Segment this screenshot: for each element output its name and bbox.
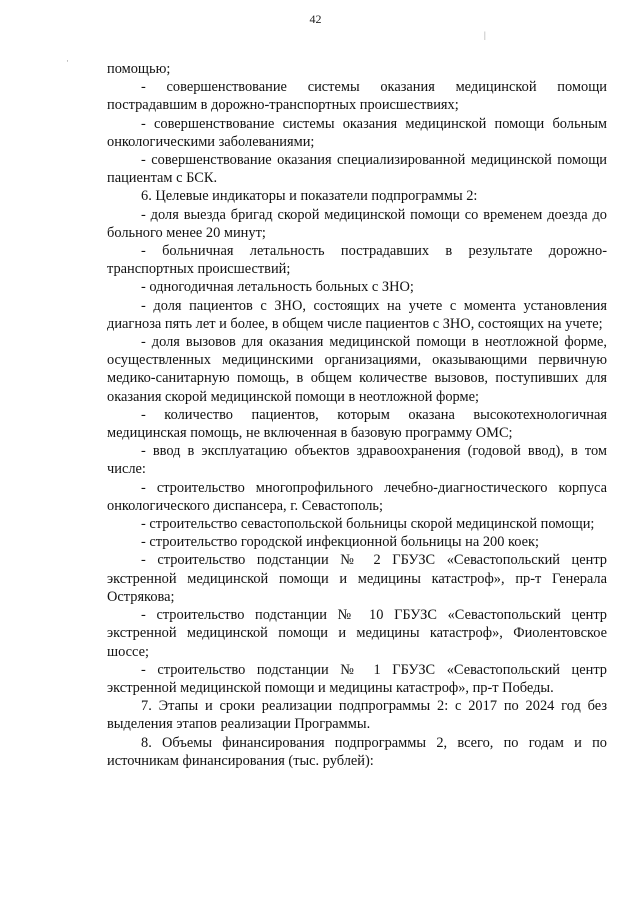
paragraph: - количество пациентов, которым оказана высокотехнологичная медицинская помощь, не включенная в базовую программу ОМС; [107, 406, 607, 442]
paragraph: - строительство городской инфекционной больницы на 200 коек; [141, 534, 540, 551]
paragraph: - доля пациентов с ЗНО, состоящих на учете с момента установления диагноза пять лет и более, в общем числе пациентов с ЗНО, состоящих на учете; [107, 297, 607, 332]
paragraph: - доля выезда бригад скорой медицинской помощи со временем доезда до больного менее 20 минут; [107, 206, 607, 241]
paragraph: - одногодичная летальность больных с ЗНО; [141, 279, 414, 296]
paragraph: - строительство многопрофильного лечебно-диагностического корпуса онкологического диспансера, г. Севастополь; [107, 479, 607, 514]
paragraph: - строительство подстанции № 1 ГБУЗС «Севастопольский центр экстренной медицинской помощи и медицины катастроф», пр-т Победы. [107, 661, 607, 696]
paragraph: - строительство подстанции № 10 ГБУЗС «Севастопольский центр экстренной медицинской помощи и медицины катастроф», Фиолентовское шоссе; [107, 607, 607, 660]
section-heading: 7. Этапы и сроки реализации подпрограммы 2: с 2017 по 2024 год без выделения этапов реализации Программы. [107, 698, 607, 733]
paragraph: - совершенствование системы оказания медицинской помощи больным онкологическими заболеваниями; [107, 115, 607, 150]
section-heading: 8. Объемы финансирования подпрограммы 2, всего, по годам и по источникам финансирования (тыс. рублей): [107, 734, 607, 769]
scan-mark: | [484, 30, 486, 40]
paragraph: - ввод в эксплуатацию объектов здравоохранения (годовой ввод), в том числе: [107, 443, 607, 478]
page-number: 42 [309, 12, 322, 26]
document-body [107, 60, 607, 770]
paragraph: - строительство подстанции № 2 ГБУЗС «Севастопольский центр экстренной медицинской помощи и медицины катастроф», пр-т Генерала Острякова; [107, 552, 607, 605]
paragraph: - совершенствование оказания специализированной медицинской помощи пациентам с БСК. [107, 152, 607, 187]
paragraph: - доля вызовов для оказания медицинской помощи в неотложной форме, осуществленных медицинскими организациями, оказывающими первичную медико-санитарную помощь, в общем количестве вызовов, поступивших для оказания скорой медицинской помощи в неотложной форме; [107, 334, 607, 405]
paragraph: - больничная летальность пострадавших в результате дорожно-транспортных происшествий; [107, 243, 607, 278]
section-heading: 6. Целевые индикаторы и показатели подпрограммы 2: [141, 188, 478, 205]
paragraph: помощью; [107, 61, 171, 77]
paragraph: - совершенствование системы оказания медицинской помощи пострадавшим в дорожно-транспортных происшествиях; [107, 79, 607, 114]
scan-mark: · [66, 56, 69, 66]
paragraph: - строительство севастопольской больницы скорой медицинской помощи; [141, 516, 595, 533]
